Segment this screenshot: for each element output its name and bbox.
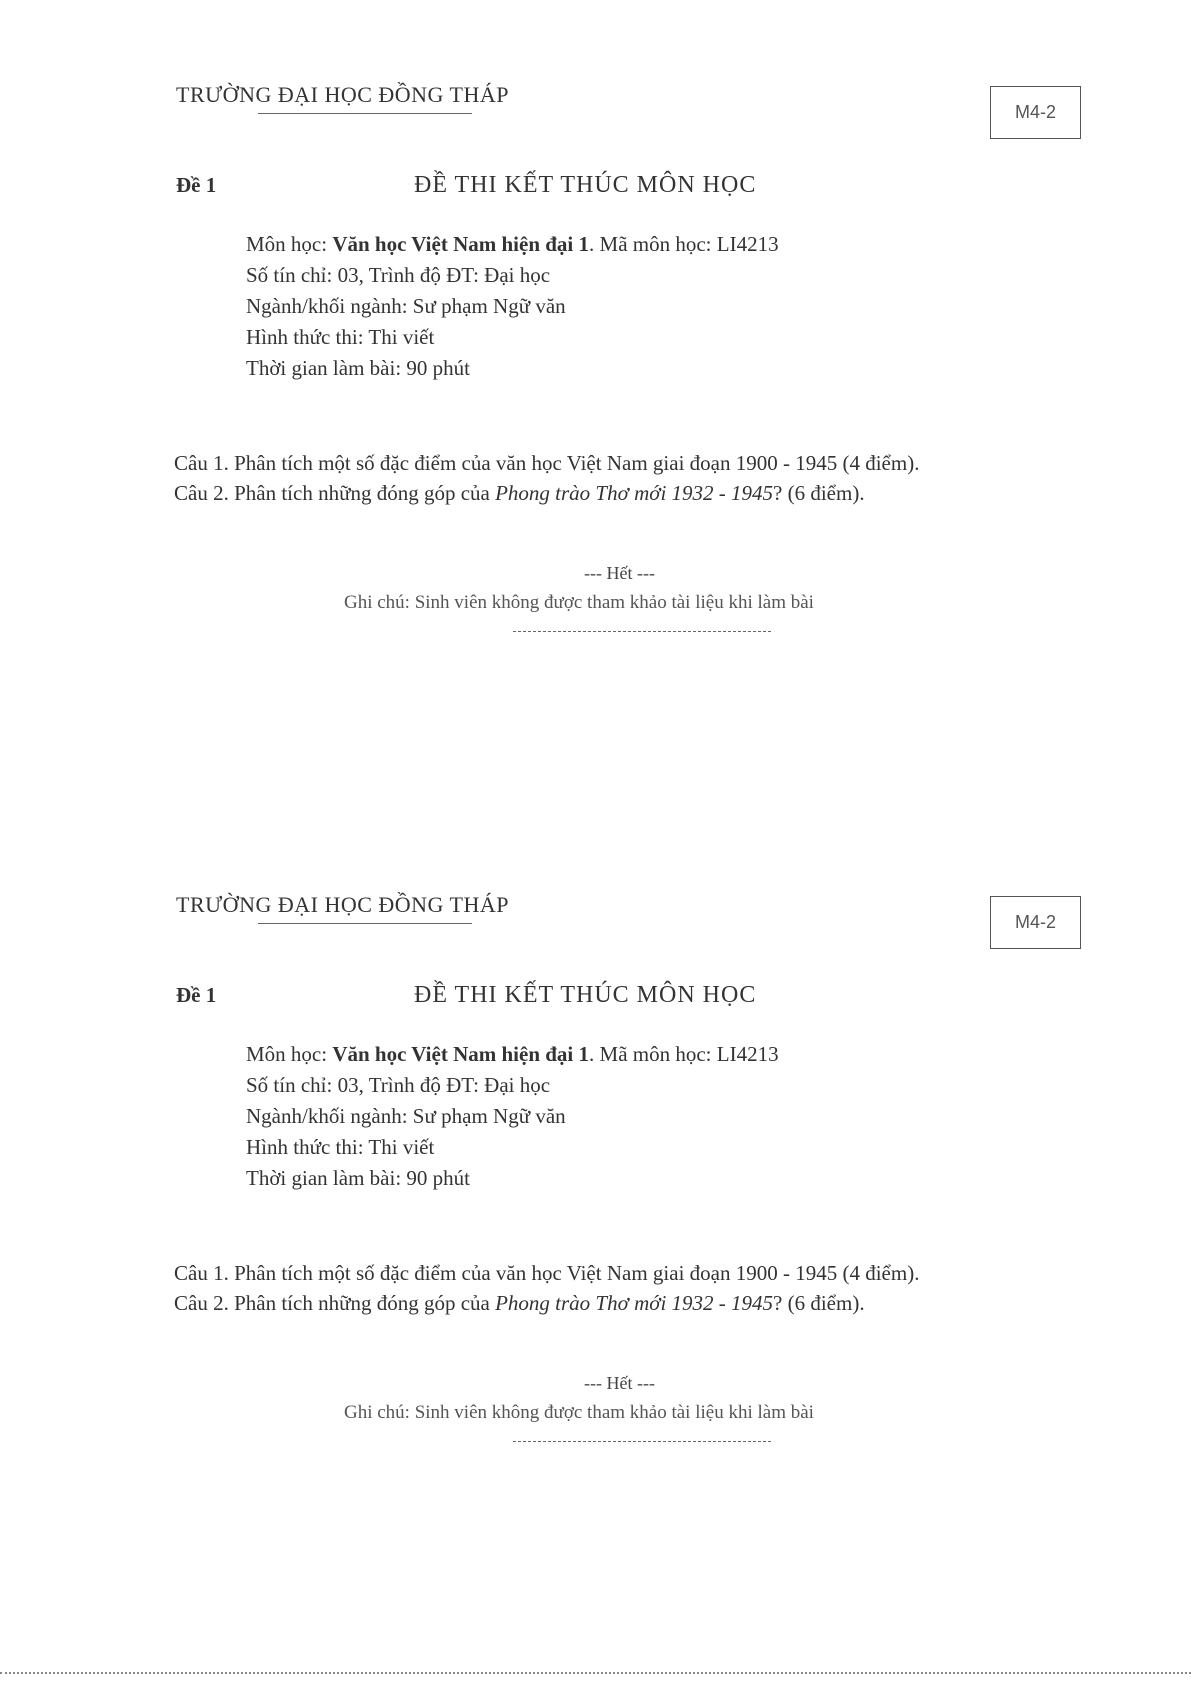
form-code-box: M4-2 — [990, 86, 1081, 139]
duration-line: Thời gian làm bài: 90 phút — [246, 1166, 470, 1190]
exam-sheet-top — [0, 0, 1191, 800]
note-divider — [513, 1441, 771, 1442]
exam-number: Đề 1 — [176, 173, 217, 197]
question-2 — [174, 478, 919, 508]
course-info — [246, 1039, 779, 1194]
form-code-box: M4-2 — [990, 896, 1081, 949]
school-underline — [258, 923, 472, 924]
page-bottom-border — [0, 1672, 1191, 1674]
note-divider — [513, 631, 771, 632]
school-name: TRƯỜNG ĐẠI HỌC ĐỒNG THÁP — [176, 82, 509, 107]
school-underline — [258, 113, 472, 114]
course-code: . Mã môn học: LI4213 — [589, 232, 779, 256]
question-1: Câu 1. Phân tích một số đặc điểm của văn học Việt Nam giai đoạn 1900 - 1945 (4 điểm). — [174, 451, 920, 475]
exam-title: ĐỀ THI KẾT THÚC MÔN HỌC — [414, 172, 757, 198]
exam-title: ĐỀ THI KẾT THÚC MÔN HỌC — [414, 982, 757, 1008]
course-line — [246, 229, 779, 260]
question-2-topic: Phong trào Thơ mới 1932 - 1945 — [495, 481, 774, 505]
question-list — [174, 448, 919, 508]
format-line: Hình thức thi: Thi viết — [246, 325, 435, 349]
course-name: Văn học Việt Nam hiện đại 1 — [332, 1042, 590, 1066]
end-mark: --- Hết --- — [584, 563, 655, 583]
school-name: TRƯỜNG ĐẠI HỌC ĐỒNG THÁP — [176, 892, 509, 917]
duration-line: Thời gian làm bài: 90 phút — [246, 356, 470, 380]
question-2-suffix: ? (6 điểm). — [773, 1291, 865, 1315]
course-code: . Mã môn học: LI4213 — [589, 1042, 779, 1066]
question-2-topic: Phong trào Thơ mới 1932 - 1945 — [495, 1291, 774, 1315]
question-2 — [174, 1288, 919, 1318]
course-info — [246, 229, 779, 384]
exam-note: Ghi chú: Sinh viên không được tham khảo tài liệu khi làm bài — [344, 1402, 814, 1423]
major-line: Ngành/khối ngành: Sư phạm Ngữ văn — [246, 294, 566, 318]
exam-number: Đề 1 — [176, 983, 217, 1007]
course-label: Môn học: — [246, 1042, 333, 1066]
course-line — [246, 1039, 779, 1070]
question-2-prefix: Câu 2. Phân tích những đóng góp của — [174, 481, 496, 505]
course-name: Văn học Việt Nam hiện đại 1 — [332, 232, 590, 256]
question-2-prefix: Câu 2. Phân tích những đóng góp của — [174, 1291, 496, 1315]
exam-sheet-bottom — [0, 810, 1191, 1610]
end-mark: --- Hết --- — [584, 1373, 655, 1393]
format-line: Hình thức thi: Thi viết — [246, 1135, 435, 1159]
exam-note: Ghi chú: Sinh viên không được tham khảo tài liệu khi làm bài — [344, 592, 814, 613]
course-label: Môn học: — [246, 232, 333, 256]
credits-line: Số tín chỉ: 03, Trình độ ĐT: Đại học — [246, 263, 551, 287]
question-1: Câu 1. Phân tích một số đặc điểm của văn học Việt Nam giai đoạn 1900 - 1945 (4 điểm). — [174, 1261, 920, 1285]
question-list — [174, 1258, 919, 1318]
question-2-suffix: ? (6 điểm). — [773, 481, 865, 505]
major-line: Ngành/khối ngành: Sư phạm Ngữ văn — [246, 1104, 566, 1128]
credits-line: Số tín chỉ: 03, Trình độ ĐT: Đại học — [246, 1073, 551, 1097]
